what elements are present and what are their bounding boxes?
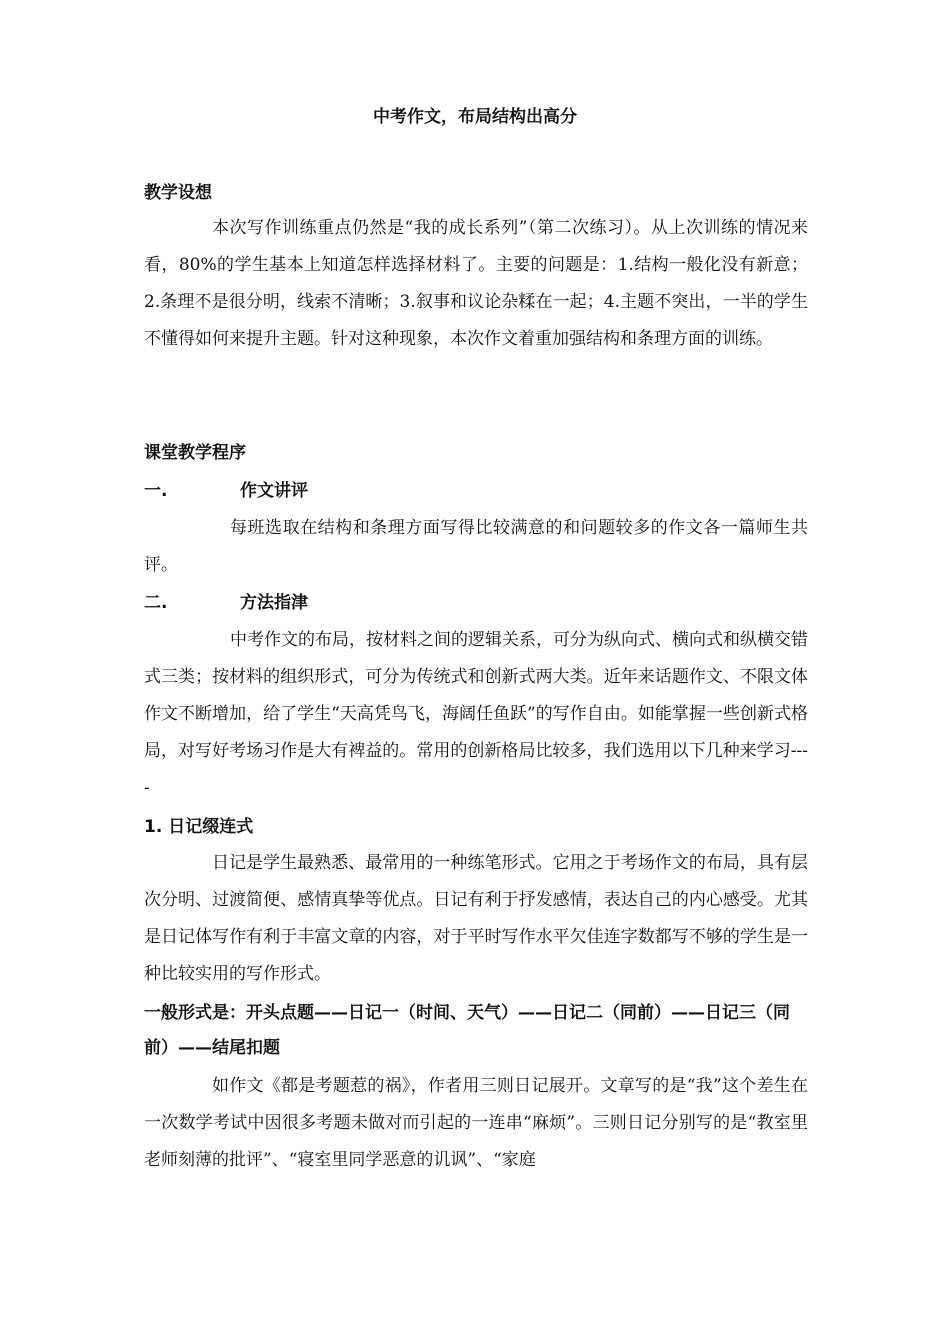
essay-review-paragraph: 每班选取在结构和条理方面写得比较满意的和问题较多的作文各一篇师生共评。 — [144, 518, 808, 575]
diary-method-paragraph: 日记是学生最熟悉、最常用的一种练笔形式。它用之于考场作文的布局，具有层次分明、过渡简便、感情真挚等优点。日记有利于抒发感情，表达自己的内心感受。尤其是日记体写作有利于丰富文章的内容，对于平时写作水平欠佳连字数都写不够的学生是一种比较实用的写作形式。 — [144, 853, 808, 984]
part-number: 一. — [144, 481, 168, 501]
diary-general-form: 一般形式是：开头点题——日记一（时间、天气）——日记二（同前）——日记三（同前）——结尾扣题 — [144, 1003, 790, 1058]
section-heading-teaching-idea: 教学设想 — [144, 183, 212, 203]
diary-example-paragraph: 如作文《都是考题惹的祸》，作者用三则日记展开。文章写的是“我”这个差生在一次数学考试中因很多考题未做对而引起的一连串“麻烦”。三则日记分别写的是“教室里老师刻薄的批评”、“寝室里同学恶意的讥讽”、“家庭 — [144, 1076, 808, 1170]
part-title: 作文讲评 — [240, 481, 308, 501]
part-heading-essay-review — [144, 478, 308, 504]
document-title: 中考作文，布局结构出高分 — [373, 107, 577, 127]
teaching-idea-paragraph: 本次写作训练重点仍然是“我的成长系列”（第二次练习）。从上次训练的情况来看，80%的学生基本上知道怎样选择材料了。主要的问题是：1.结构一般化没有新意；2.条理不是很分明，线索不清晰；3.叙事和议论杂糅在一起；4.主题不突出，一半的学生不懂得如何来提升主题。针对这种现象，本次作文着重加强结构和条理方面的训练。 — [144, 218, 808, 349]
method-guide-paragraph: 中考作文的布局，按材料之间的逻辑关系，可分为纵向式、横向式和纵横交错式三类；按材料的组织形式，可分为传统式和创新式两大类。近年来话题作文、不限文体作文不断增加，给了学生“天高凭鸟飞，海阔任鱼跃”的写作自由。如能掌握一些创新式格局，对写好考场习作是大有裨益的。常用的创新格局比较多，我们选用以下几种来学习---- — [144, 630, 808, 798]
method-heading-diary: 1. 日记缀连式 — [144, 817, 254, 837]
part-heading-method-guide — [144, 590, 308, 616]
part-title: 方法指津 — [240, 593, 308, 613]
part-number: 二. — [144, 593, 168, 613]
section-heading-classroom-procedure: 课堂教学程序 — [144, 443, 246, 463]
